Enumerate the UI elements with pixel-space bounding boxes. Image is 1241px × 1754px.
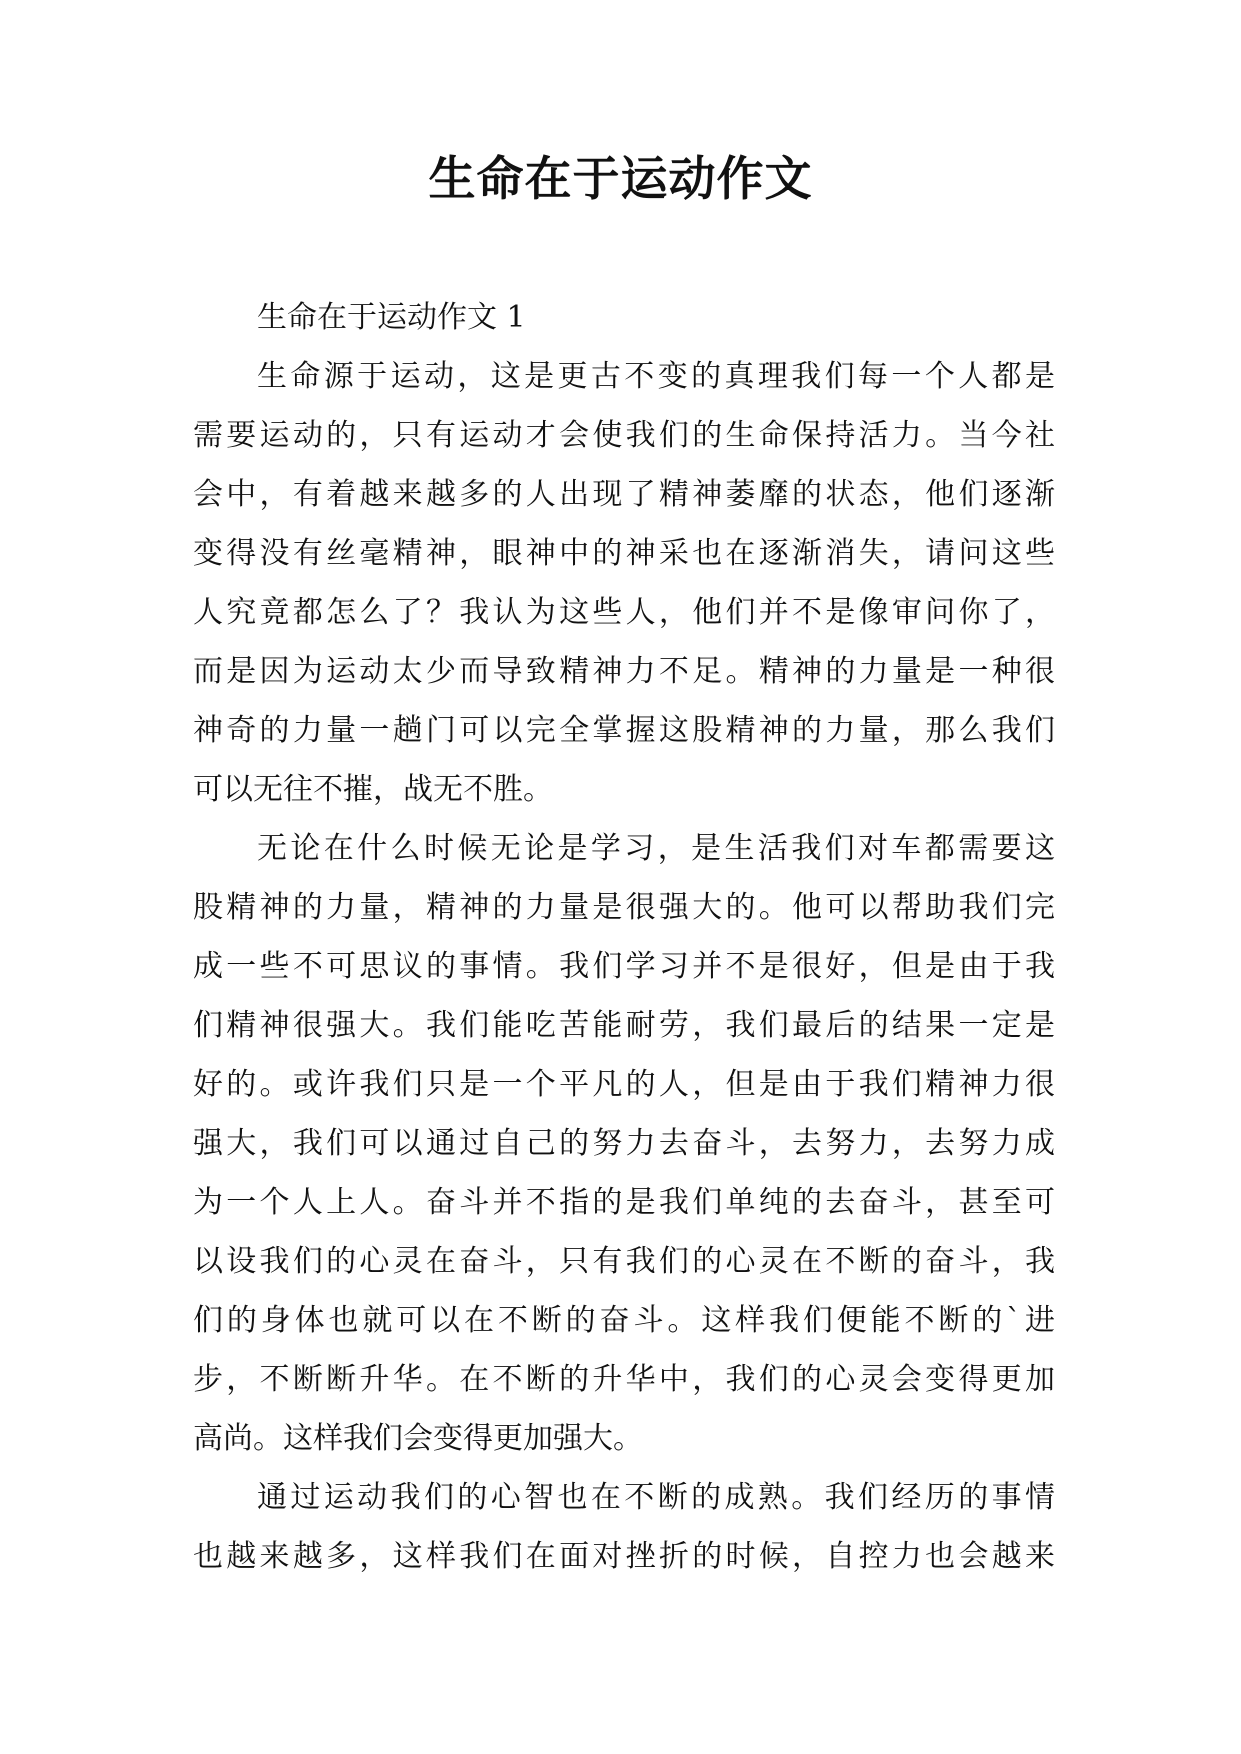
paragraph-line: 好的。或许我们只是一个平凡的人，但是由于我们精神力很 (193, 1067, 1055, 1102)
document-title: 生命在于运动作文 (428, 152, 813, 207)
paragraph-line: 人究竟都怎么了？我认为这些人，他们并不是像审问你了， (193, 595, 1055, 630)
paragraph-line: 变得没有丝毫精神，眼神中的神采也在逐渐消失，请问这些 (193, 536, 1055, 571)
paragraph-line: 可以无往不摧，战无不胜。 (193, 772, 553, 807)
document-body (193, 288, 1055, 1586)
paragraph-line: 通过运动我们的心智也在不断的成熟。我们经历的事情 (257, 1480, 1055, 1515)
paragraph-line: 神奇的力量一趟门可以完全掌握这股精神的力量，那么我们 (193, 713, 1055, 748)
paragraph-line: 高尚。这样我们会变得更加强大。 (193, 1421, 643, 1456)
paragraph-line: 们的身体也就可以在不断的奋斗。这样我们便能不断的`进 (193, 1303, 1055, 1338)
paragraph-line: 也越来越多，这样我们在面对挫折的时候，自控力也会越来 (193, 1539, 1055, 1574)
paragraph-line: 无论在什么时候无论是学习，是生活我们对车都需要这 (257, 831, 1055, 866)
paragraph-line: 股精神的力量，精神的力量是很强大的。他可以帮助我们完 (193, 890, 1055, 925)
paragraph-line: 步，不断断升华。在不断的升华中，我们的心灵会变得更加 (193, 1362, 1055, 1397)
paragraph-line: 会中，有着越来越多的人出现了精神萎靡的状态，他们逐渐 (193, 477, 1055, 512)
paragraph-line: 而是因为运动太少而导致精神力不足。精神的力量是一种很 (193, 654, 1055, 689)
paragraph-line: 们精神很强大。我们能吃苦能耐劳，我们最后的结果一定是 (193, 1008, 1055, 1043)
paragraph-line: 生命源于运动，这是更古不变的真理我们每一个人都是 (257, 359, 1055, 394)
paragraph-line: 强大，我们可以通过自己的努力去奋斗，去努力，去努力成 (193, 1126, 1055, 1161)
paragraph-line: 成一些不可思议的事情。我们学习并不是很好，但是由于我 (193, 949, 1055, 984)
section-heading: 生命在于运动作文 1 (257, 300, 526, 335)
paragraph-line: 需要运动的，只有运动才会使我们的生命保持活力。当今社 (193, 418, 1055, 453)
paragraph-line: 为一个人上人。奋斗并不指的是我们单纯的去奋斗，甚至可 (193, 1185, 1055, 1220)
paragraph-line: 以设我们的心灵在奋斗，只有我们的心灵在不断的奋斗，我 (193, 1244, 1055, 1279)
